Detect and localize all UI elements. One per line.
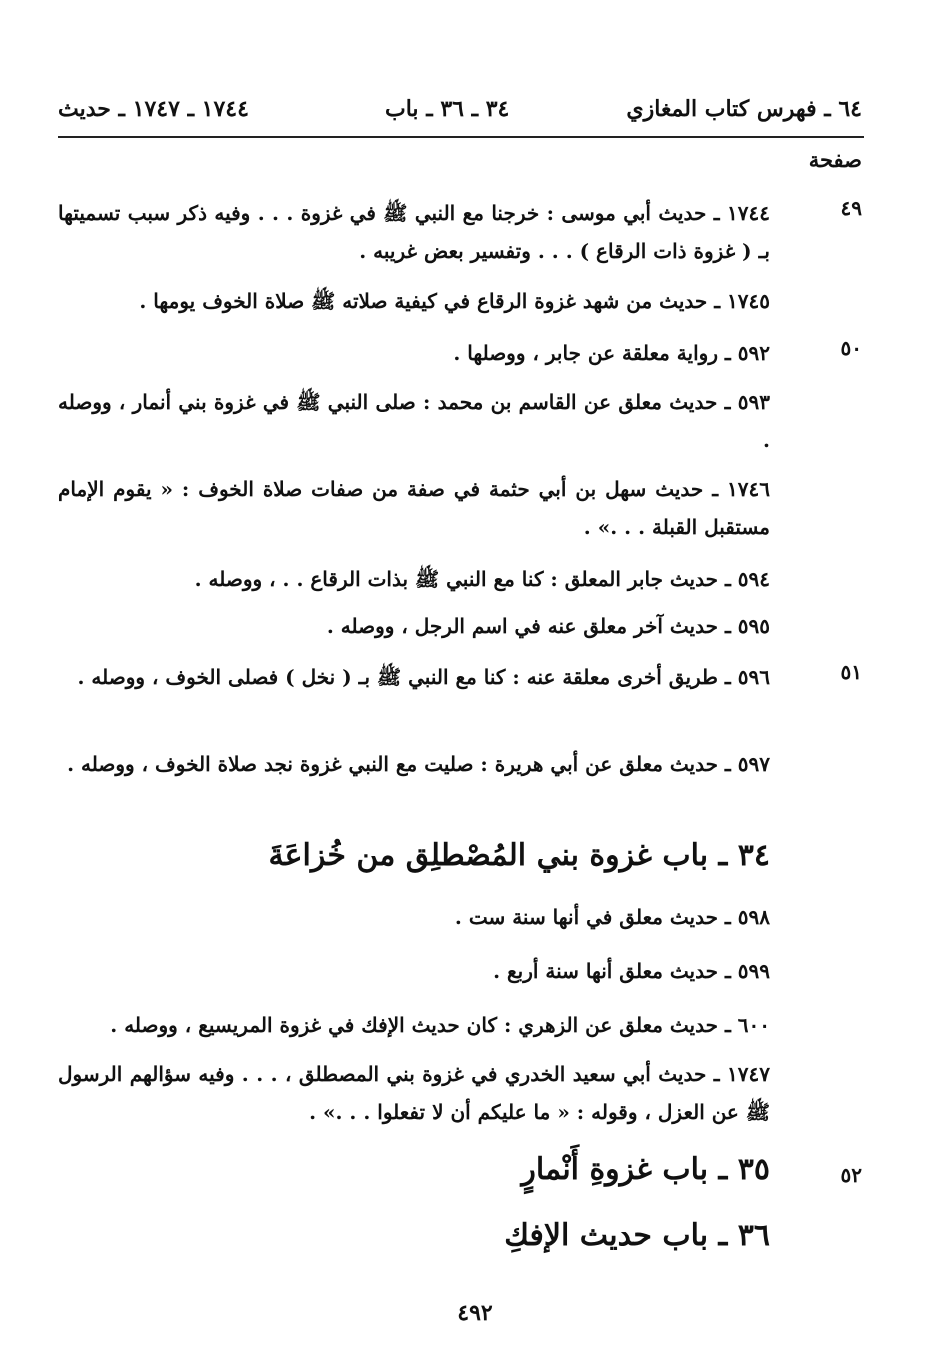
section-number: ٣٦ ـ باب: [662, 1218, 770, 1253]
index-entry: ١٧٤٧ ـ حديث أبي سعيد الخدري في غزوة بني المصطلق ، . . . وفيه سؤالهم الرسول ﷺ عن العزل ، وقوله : « ما عليكم أن لا تفعلوا . . .» .: [58, 1062, 770, 1124]
page-ref-51: ٥١: [840, 660, 862, 684]
page-column-label: صفحة: [808, 147, 862, 172]
section-title: غزوة بني المُصْطلِق من خُزاعَةَ: [268, 838, 652, 873]
index-entry: ٥٩٥ ـ حديث آخر معلق عنه في اسم الرجل ، ووصله .: [326, 614, 770, 638]
index-entry: ٥٩٧ ـ حديث معلق عن أبي هريرة : صليت مع النبي غزوة نجد صلاة الخوف ، ووصله .: [67, 752, 770, 776]
page-ref-49: ٤٩: [840, 196, 862, 220]
index-entry: ٥٩٨ ـ حديث معلق في أنها سنة ست .: [454, 905, 770, 929]
page-ref-50: ٥٠: [840, 336, 862, 360]
index-entry: ٥٩٢ ـ رواية معلقة عن جابر ، ووصلها .: [453, 341, 770, 365]
running-head-chapters: ٣٤ ـ ٣٦ ـ باب: [385, 96, 510, 122]
header-rule: [58, 136, 864, 138]
section-heading-35: [521, 1152, 770, 1187]
page-ref-52: ٥٢: [840, 1163, 862, 1187]
section-heading-36: [504, 1218, 770, 1253]
section-title: غزوةِ أَنْمارٍ: [521, 1152, 652, 1187]
section-number: ٣٤ ـ باب: [662, 838, 770, 873]
index-entry: ١٧٤٤ ـ حديث أبي موسى : خرجنا مع النبي ﷺ في غزوة . . . وفيه ذكر سبب تسميتها بـ ( غزوة ذات الرقاع ) . . . وتفسير بعض غريبه .: [58, 201, 770, 263]
index-entry: ٥٩٣ ـ حديث معلق عن القاسم بن محمد : صلى النبي ﷺ في غزوة بني أنمار ، ووصله .: [58, 390, 770, 452]
section-number: ٣٥ ـ باب: [662, 1152, 770, 1187]
running-head-title: ٦٤ ـ فهرس كتاب المغازي: [626, 96, 862, 122]
index-entry: ٥٩٦ ـ طريق أخرى معلقة عنه : كنا مع النبي ﷺ بـ ( نخل ) فصلى الخوف ، ووصله .: [77, 665, 770, 689]
running-head-hadith-range: ١٧٤٤ ـ ١٧٤٧ ـ حديث: [58, 96, 249, 122]
section-heading-34: [269, 838, 770, 873]
index-entry: ١٧٤٦ ـ حديث سهل بن أبي حثمة في صفة من صفات صلاة الخوف : « يقوم الإمام مستقبل القبلة . . .» .: [58, 477, 770, 539]
index-entry: ٥٩٤ ـ حديث جابر المعلق : كنا مع النبي ﷺ بذات الرقاع . . ، ووصله .: [194, 567, 770, 591]
section-title: حديث الإفكِ: [504, 1218, 652, 1253]
index-entry: ٦٠٠ ـ حديث معلق عن الزهري : كان حديث الإفك في غزوة المريسيع ، ووصله .: [110, 1013, 770, 1037]
index-entry: ٥٩٩ ـ حديث معلق أنها سنة أربع .: [493, 959, 770, 983]
index-entry: ١٧٤٥ ـ حديث من شهد غزوة الرقاع في كيفية صلاته ﷺ صلاة الخوف يومها .: [139, 289, 770, 313]
page-number: ٤٩٢: [457, 1300, 493, 1326]
